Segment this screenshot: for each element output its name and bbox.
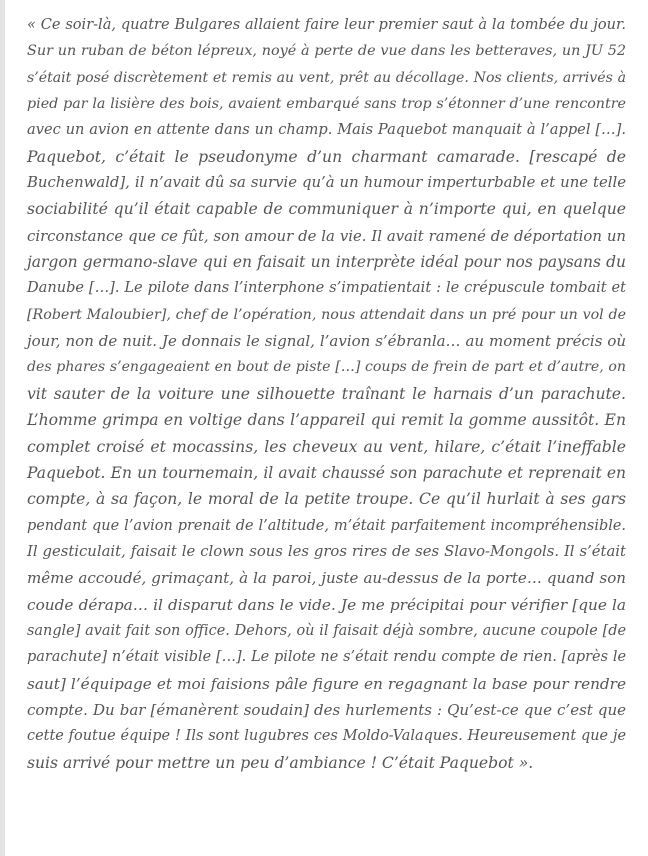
quote-line: sociabilité qu’il était capable de communiquer à n’importe qui, en quelque	[27, 200, 626, 219]
quote-line: compte. Du bar [émanèrent soudain] des hurlements : Qu’est-ce que c’est que	[27, 700, 626, 719]
quote-line: jargon germano-slave qui en faisait un interprète idéal pour nos paysans du	[27, 253, 626, 272]
quote-line: Buchenwald], il n’avait dû sa survie qu’à un humour imperturbable et une telle	[27, 174, 626, 192]
quote-line: pendant que l’avion prenait de l’altitude, m’était parfaitement incompréhensible.	[27, 517, 626, 534]
quote-line: avec un avion en attente dans un champ. Mais Paquebot manquait à l’appel […].	[27, 121, 626, 139]
quote-line: Danube […]. Le pilote dans l’interphone s’impatientait : le crépuscule tombait et	[27, 279, 626, 297]
quote-line: jour, non de nuit. Je donnais le signal, l’avion s’ébranla… au moment précis où	[27, 332, 626, 351]
quote-line: saut] l’équipage et moi faisions pâle figure en regagnant la base pour rendre	[27, 674, 626, 693]
quote-line: suis arrivé pour mettre un peu d’ambiance ! C’était Paquebot ».	[27, 753, 534, 772]
quote-line: cette foutue équipe ! Ils sont lugubres ces Moldo-Valaques. Heureusement que je	[27, 728, 626, 745]
quote-line: Paquebot, c’était le pseudonyme d’un charmant camarade. [rescapé de	[27, 147, 626, 166]
quote-line: vit sauter de la voiture une silhouette traînant le harnais d’un parachute.	[27, 384, 626, 403]
blockquote-border	[0, 0, 5, 856]
quote-line: sangle] avait fait son office. Dehors, où il faisait déjà sombre, aucune coupole [de	[27, 622, 626, 639]
quote-line: complet croisé et mocassins, les cheveux au vent, hilare, c’était l’ineffable	[27, 437, 626, 456]
quote-line: L’homme grimpa en voltige dans l’appareil qui remit la gomme aussitôt. En	[27, 411, 626, 430]
quote-line: coude dérapa… il disparut dans le vide. Je me précipitai pour vérifier [que la	[27, 595, 626, 614]
quote-line: même accoudé, grimaçant, à la paroi, juste au-dessus de la porte… quand son	[27, 569, 626, 588]
quote-line: circonstance que ce fût, son amour de la vie. Il avait ramené de déportation un	[27, 226, 626, 245]
quote-line: pied par la lisière des bois, avaient embarqué sans trop s’étonner d’une rencontre	[27, 96, 626, 113]
quote-line: Paquebot. En un tournemain, il avait chaussé son parachute et reprenait en	[27, 463, 626, 482]
quote-text	[27, 12, 626, 776]
quote-line: des phares s’engageaient en bout de piste […] coups de frein de part et d’autre, on	[27, 359, 626, 376]
quote-line: parachute] n’était visible […]. Le pilote ne s’était rendu compte de rien. [après le	[27, 649, 626, 666]
quote-line: compte, à sa façon, le moral de la petite troupe. Ce qu’il hurlait à ses gars	[27, 490, 626, 509]
quote-line: Il gesticulait, faisait le clown sous les gros rires de ses Slavo-Mongols. Il s’était	[27, 542, 626, 560]
quote-line: [Robert Maloubier], chef de l’opération, nous attendait dans un pré pour un vol de	[27, 306, 626, 323]
quote-line: s’était posé discrètement et remis au vent, prêt au décollage. Nos clients, arrivés à	[27, 69, 626, 86]
quote-line: « Ce soir-là, quatre Bulgares allaient faire leur premier saut à la tombée du jour.	[27, 16, 626, 33]
quote-line: Sur un ruban de béton lépreux, noyé à perte de vue dans les betteraves, un JU 52	[27, 43, 626, 60]
